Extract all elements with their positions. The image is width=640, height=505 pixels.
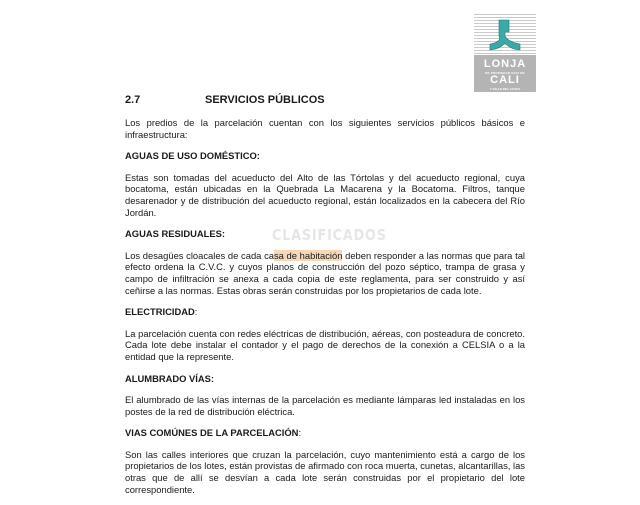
heading-text: ELECTRICIDAD <box>125 306 195 318</box>
heading-vias-comunes <box>125 427 525 439</box>
document-body <box>125 95 525 505</box>
logo-text-region: Y VALLE DEL CAUCA <box>489 87 521 91</box>
paragraph-vias-comunes: Son las calles interiores que cruzan la parcelación, cuyo mantenimiento está a cargo de los propietarios de los lotes, están provistas de afirmado con roca muerta, cunetas, alcantarillas, las otras que de allí se desvían a cada lote serán construidas por el propietario del lote correspondiente. <box>125 448 525 495</box>
highlighted-text: sa de habitación <box>273 249 343 261</box>
heading-aguas-uso-domestico <box>125 150 525 162</box>
heading-alumbrado-vias <box>125 373 525 385</box>
paragraph-alumbrado-vias: El alumbrado de las vías internas de la parcelación es mediante lámparas led instaladas en los postes de la red de distribución eléctrica. <box>125 394 525 417</box>
lonja-emblem-icon <box>474 12 536 55</box>
logo-text-lonja: LONJA <box>483 58 527 70</box>
intro-paragraph: Los predios de la parcelación cuentan con los siguientes servicios públicos básicos e infraestructura: <box>125 117 525 140</box>
text-segment: deben responder a las normas que para tal efecto ordena la C.V.C. y cuyos planos de construcción del pozo séptico, trampa de grasa y campo de infiltración se anexa a cada copia de este reglamenta, para ser construido y así ceñirse a las normas. Estas obras serán construidas por los propietarios de cada lote. <box>125 249 525 296</box>
section-number: 2.7 <box>125 94 141 106</box>
paragraph-aguas-residuales <box>125 250 525 296</box>
watermark: CLASIFICADOS <box>272 226 387 244</box>
logo-text-cali: CALI <box>490 74 520 86</box>
logo-striped-panel <box>474 12 536 55</box>
heading-text: AGUAS DE USO DOMÉSTICO: <box>125 150 260 162</box>
section-name: SERVICIOS PÚBLICOS <box>205 94 325 106</box>
logo-text-subtitle: DE PROPIEDAD RAIZ DE <box>485 71 525 75</box>
paragraph-aguas-uso-domestico: Estas son tomadas del acueducto del Alto de las Tórtolas y del acueducto regional, cuya bocatoma, están ubicadas en la Quebrada La Macarena y la Bocatoma. Filtros, tanque desarenador y de distribución del acueducto regional, están localizados en la cabecera del Río Jordán. <box>125 171 525 218</box>
heading-text: ALUMBRADO VÍAS: <box>125 372 215 384</box>
heading-text: VIAS COMÚNES DE LA PARCELACIÓN <box>125 427 299 439</box>
heading-suffix: : <box>298 427 302 439</box>
section-title <box>125 95 525 107</box>
heading-suffix: : <box>194 306 198 318</box>
text-segment: Los desagües cloacales de cada ca <box>125 249 274 261</box>
heading-electricidad <box>125 306 525 318</box>
lonja-logo <box>474 12 536 92</box>
paragraph-electricidad: La parcelación cuenta con redes eléctricas de distribución, aéreas, con posteadura de concreto. Cada lote debe instalar el contador y el pago de derechos de la conexión a CELSIA o a la entidad que la represente. <box>125 327 525 362</box>
logo-name-panel <box>474 55 536 92</box>
heading-text: AGUAS RESIDUALES: <box>125 228 226 240</box>
